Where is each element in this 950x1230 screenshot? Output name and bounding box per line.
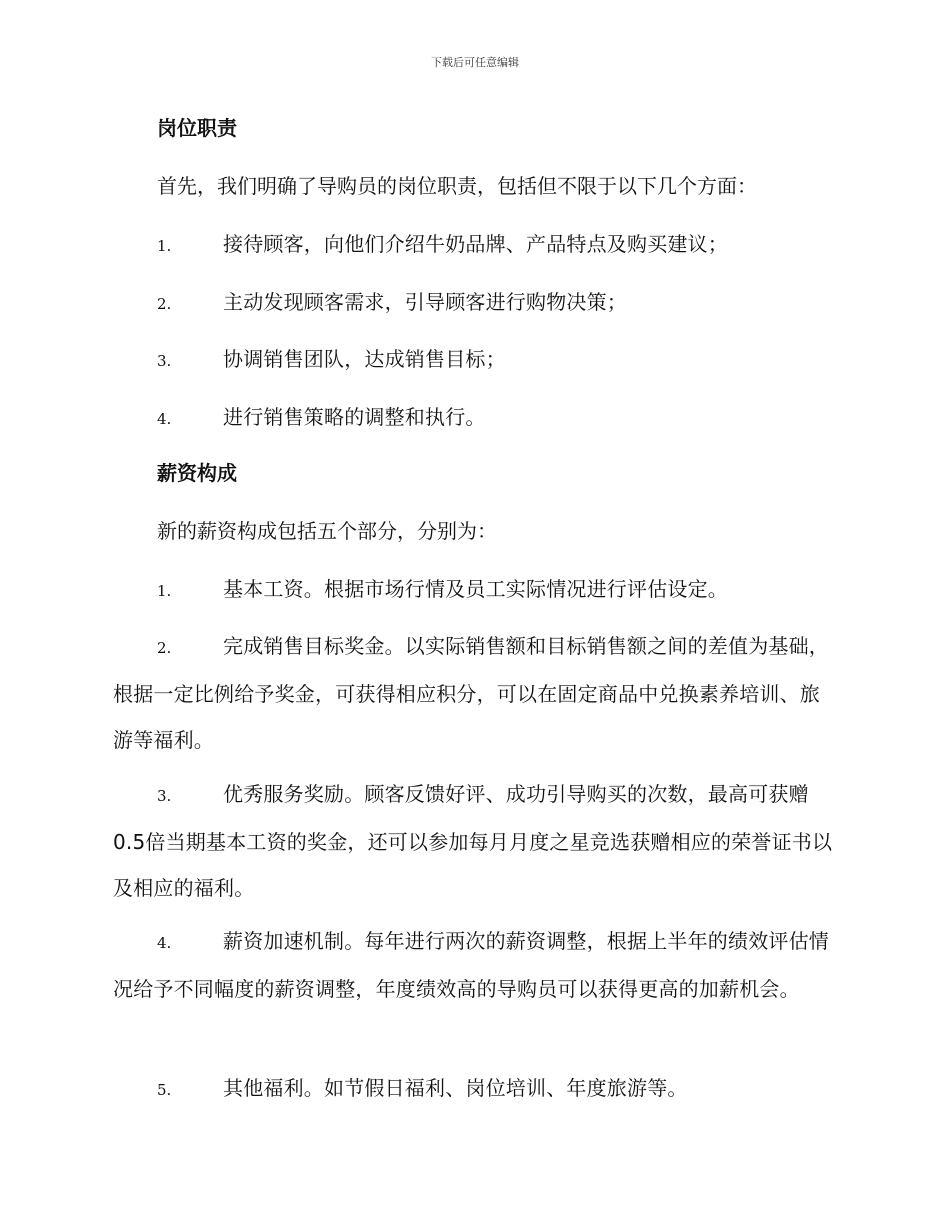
list-item: [113, 566, 835, 614]
list-item: [113, 279, 835, 327]
list-item-text: 薪资加速机制。每年进行两次的薪资调整，根据上半年的绩效评估情况给予不同幅度的薪资调整，年度绩效高的导购员可以获得更高的加薪机会。: [113, 929, 829, 1001]
list-item-text: 进行销售策略的调整和执行。: [223, 405, 486, 429]
list-item-number: 1.: [157, 582, 172, 600]
list-item-text: 其他福利。如节假日福利、岗位培训、年度旅游等。: [223, 1076, 688, 1100]
list-item-number: 2.: [157, 295, 172, 313]
list-item-number: 4.: [157, 934, 172, 952]
list-item: [113, 221, 835, 269]
section-heading-salary: 薪资构成: [157, 461, 237, 485]
list-item-text: 完成销售目标奖金。以实际销售额和目标销售额之间的差值为基础，根据一定比例给予奖金，可获得相应积分，可以在固定商品中兑换素养培训、旅游等福利。: [113, 634, 829, 752]
list-item-text: 优秀服务奖励。顾客反馈好评、成功引导购买的次数，最高可获赠0.5倍当期基本工资的奖金，还可以参加每月月度之星竞选获赠相应的荣誉证书以及相应的福利。: [113, 782, 833, 900]
list-item-number: 2.: [157, 639, 172, 657]
list-item-number: 1.: [157, 237, 172, 255]
section-intro-salary: 新的薪资构成包括五个部分，分别为：: [157, 519, 497, 543]
list-item-number: 4.: [157, 410, 172, 428]
list-item-text: 基本工资。根据市场行情及员工实际情况进行评估设定。: [223, 577, 728, 601]
list-item: [113, 623, 835, 763]
section-intro-duties: 首先，我们明确了导购员的岗位职责，包括但不限于以下几个方面：: [157, 174, 757, 198]
list-item: [113, 1065, 835, 1113]
list-item: [113, 336, 835, 384]
list-item: [113, 771, 835, 911]
list-item: [113, 918, 835, 1012]
list-item-text: 协调销售团队，达成销售目标；: [223, 347, 506, 371]
list-item-text: 接待顾客，向他们介绍牛奶品牌、产品特点及购买建议；: [223, 232, 728, 256]
header-note: 下载后可任意编辑: [431, 56, 519, 69]
list-item-text: 主动发现顾客需求，引导顾客进行购物决策；: [223, 290, 627, 314]
section-heading-duties: 岗位职责: [157, 116, 237, 140]
list-item: [113, 394, 835, 442]
list-item-number: 3.: [157, 787, 172, 805]
list-item-number: 3.: [157, 352, 172, 370]
list-item-number: 5.: [157, 1081, 172, 1099]
